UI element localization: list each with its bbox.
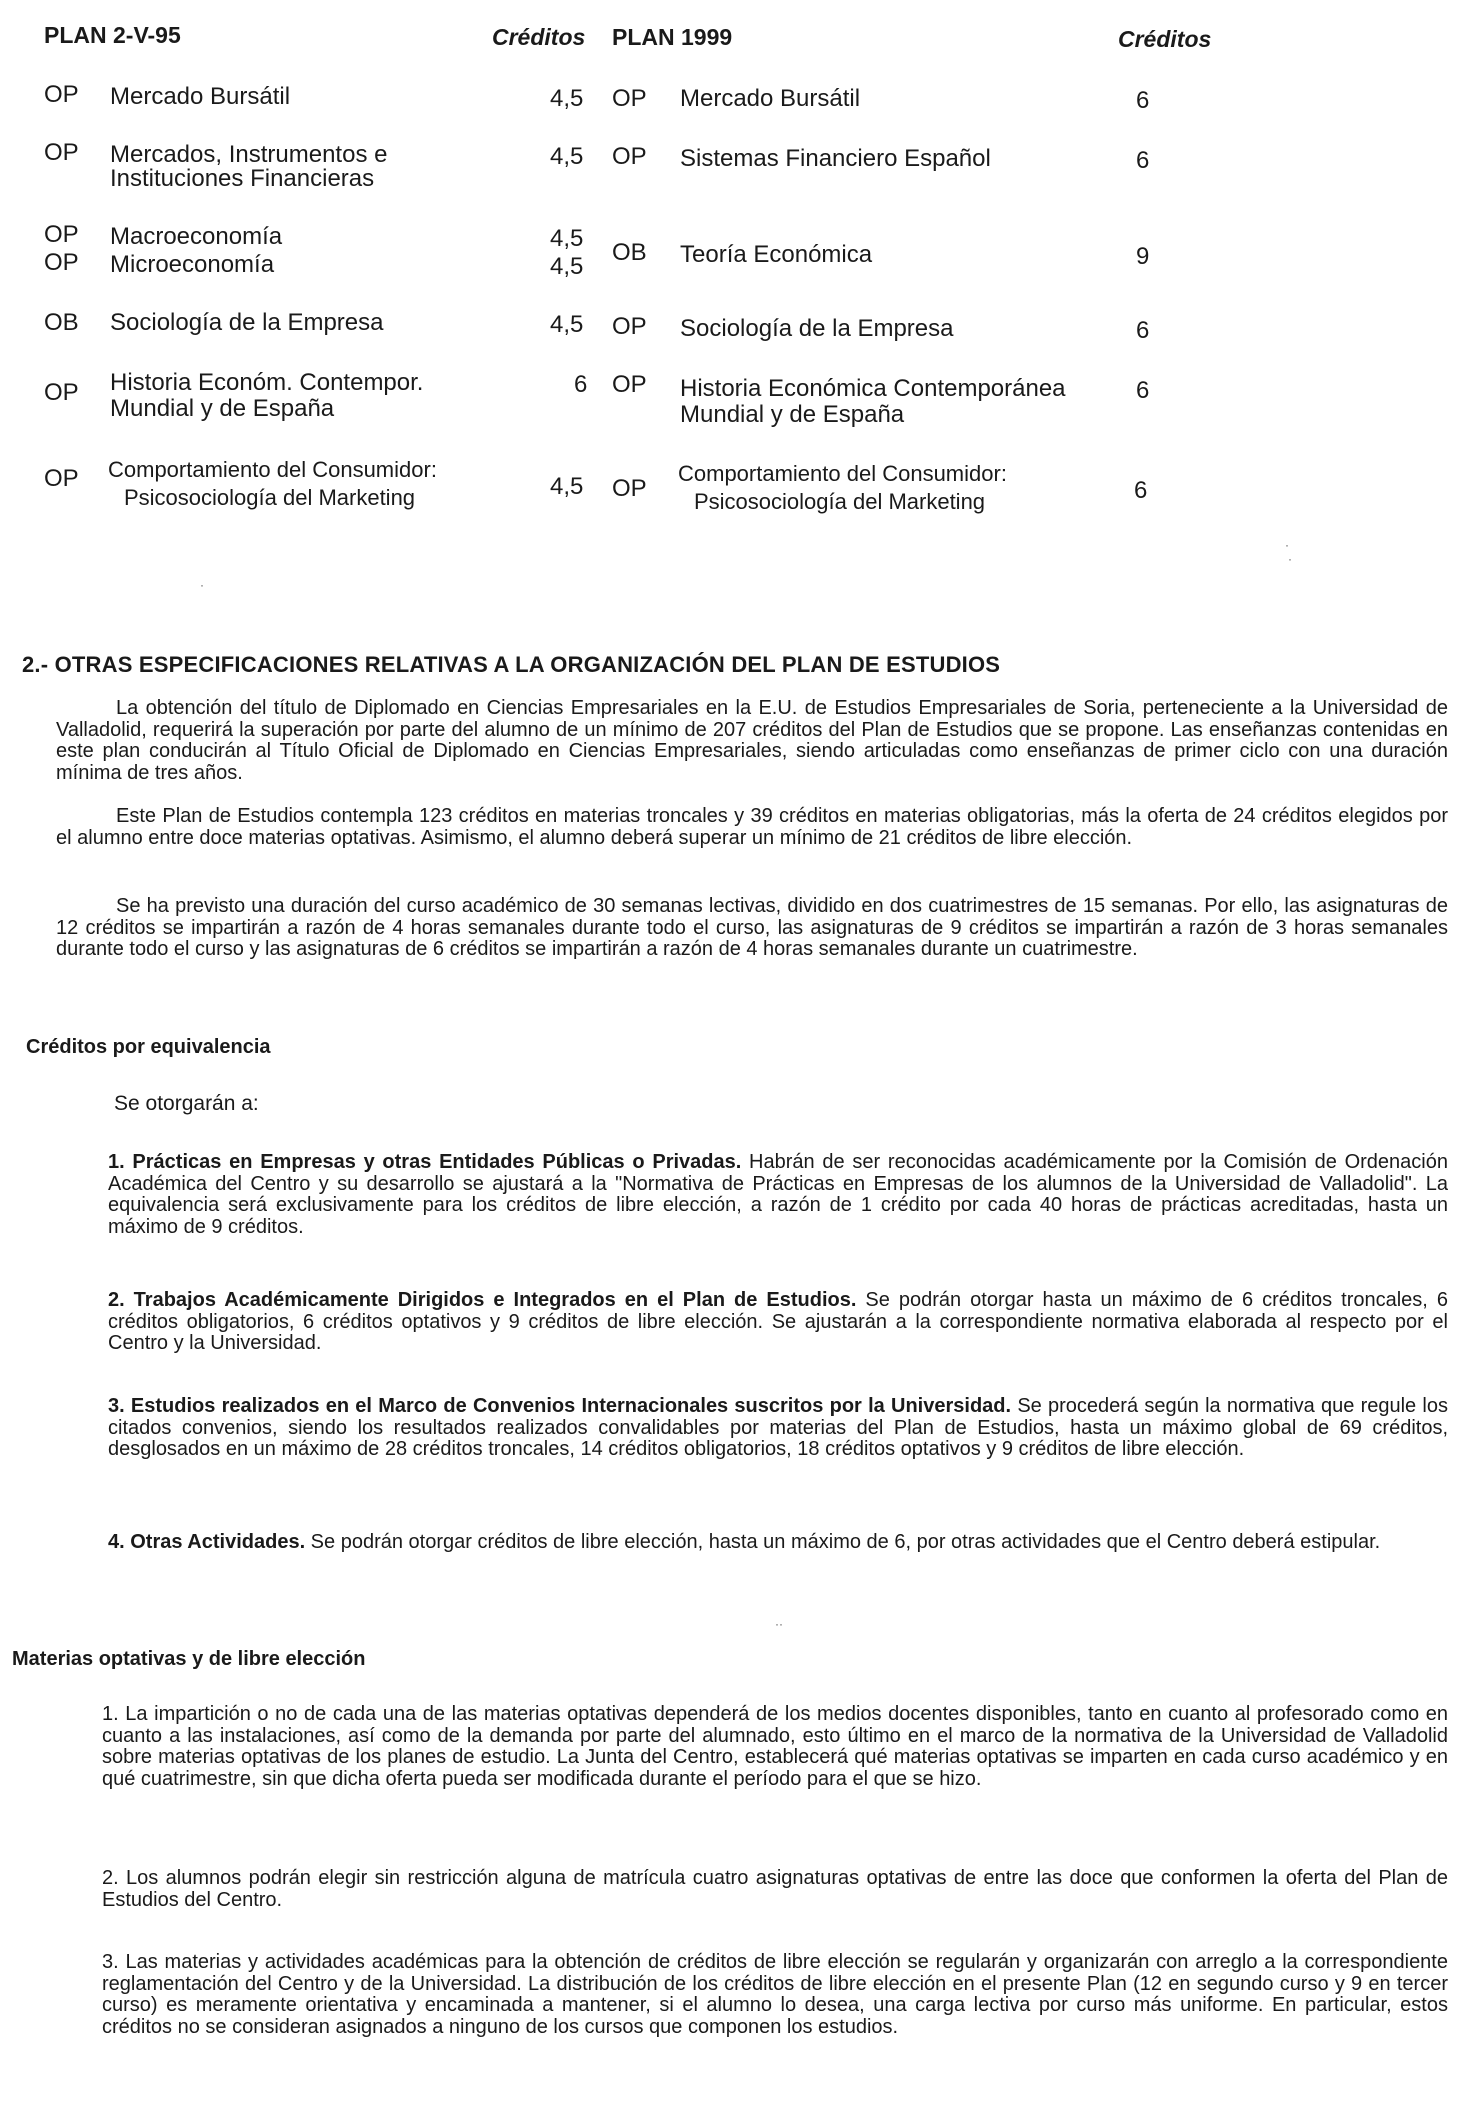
equivalencia-item-2-head: 2. Trabajos Académicamente Dirigidos e Integrados en el Plan de Estudios. xyxy=(108,1289,857,1311)
row5-type-new: OP xyxy=(612,371,647,398)
row2-type-old: OP xyxy=(44,139,79,166)
header-plan-new: PLAN 1999 xyxy=(612,24,733,50)
row6-subject-old-line1: Comportamiento del Consumidor: xyxy=(108,457,437,482)
row4-credits-old: 4,5 xyxy=(550,311,584,338)
row2-subject-old-line1: Mercados, Instrumentos e xyxy=(110,141,388,168)
row2-subject-old-line2: Instituciones Financieras xyxy=(110,165,375,192)
section-2-paragraph-1: La obtención del título de Diplomado en Ciencias Empresariales en la E.U. de Estudios Empresariales de Soria, perteneciente a la Universidad de Valladolid, requerirá la superación por parte del alumno de un mínimo de 207 créditos del Plan de Estudios que se propone. Las enseñanzas contenidas en este plan conducirán al Título Oficial de Diplomado en Ciencias Empresariales, siendo articuladas como enseñanzas de primer ciclo con una duración mínima de tres años. xyxy=(56,697,1448,784)
row3-type-new: OB xyxy=(612,239,647,266)
optativas-item-1: 1. La impartición o no de cada una de las materias optativas dependerá de los medios docentes disponibles, tanto en cuanto al profesorado como en cuanto a las instalaciones, así como de la demanda por parte del alumnado, esto último en el marco de la normativa de la Universidad de Valladolid sobre materias optativas de los planes de estudio. La Junta del Centro, establecerá qué materias optativas se imparten en cada curso académico y en qué cuatrimestre, sin que dicha oferta pueda ser modificada durante el período para el que se hizo. xyxy=(102,1703,1448,1790)
row3-subject-new: Teoría Económica xyxy=(680,241,873,268)
row4-subject-new: Sociología de la Empresa xyxy=(680,315,954,342)
row3-credits-new: 9 xyxy=(1136,243,1150,270)
row1-credits-new: 6 xyxy=(1136,87,1150,114)
optativas-item-3: 3. Las materias y actividades académicas para la obtención de créditos de libre elección se regularán y organizarán con arreglo a la correspondiente reglamentación del Centro y de la Universidad. La distribución de los créditos de libre elección en el presente Plan (12 en segundo curso y 9 en tercer curso) es meramente orientativa y encaminada a mantener, si el alumno lo desea, una carga lectiva por curso más uniforme. En particular, estos créditos no se consideran asignados a ninguno de los cursos que componen los estudios. xyxy=(102,1951,1448,2038)
row3-credits-old-line1: 4,5 xyxy=(550,225,584,252)
row3-type-old-line2: OP xyxy=(44,249,79,276)
equivalencia-item-1-head: 1. Prácticas en Empresas y otras Entidades Públicas o Privadas. xyxy=(108,1151,742,1173)
row6-credits-old: 4,5 xyxy=(550,473,584,500)
row3-type-old-line1: OP xyxy=(44,221,79,248)
equivalencia-item-4 xyxy=(108,1532,1448,1554)
section-2-title: 2.- OTRAS ESPECIFICACIONES RELATIVAS A LA ORGANIZACIÓN DEL PLAN DE ESTUDIOS xyxy=(22,652,1001,677)
equivalencia-title: Créditos por equivalencia xyxy=(26,1036,271,1058)
row3-credits-old-line2: 4,5 xyxy=(550,253,584,280)
row5-type-old: OP xyxy=(44,379,79,406)
row1-type-old: OP xyxy=(44,81,79,108)
section-2-paragraph-3: Se ha previsto una duración del curso académico de 30 semanas lectivas, dividido en dos cuatrimestres de 15 semanas. Por ello, las asignaturas de 12 créditos se impartirán a razón de 4 horas semanales durante todo el curso, las asignaturas de 9 créditos se impartirán a razón de 3 horas semanales durante todo el curso y las asignaturas de 6 créditos se impartirán a razón de 4 horas semanales durante un cuatrimestre. xyxy=(56,895,1448,960)
row1-type-new: OP xyxy=(612,85,647,112)
row3-subject-old-line1: Macroeconomía xyxy=(110,223,283,250)
row1-credits-old: 4,5 xyxy=(550,85,584,112)
equivalencia-item-2 xyxy=(108,1290,1448,1355)
row2-credits-old: 4,5 xyxy=(550,143,584,170)
optativas-title: Materias optativas y de libre elección xyxy=(12,1648,366,1670)
row4-credits-new: 6 xyxy=(1136,317,1150,344)
row5-subject-new-line2: Mundial y de España xyxy=(680,401,905,428)
row4-subject-old: Sociología de la Empresa xyxy=(110,309,384,336)
header-plan-old: PLAN 2-V-95 xyxy=(44,22,181,48)
row1-subject-old: Mercado Bursátil xyxy=(110,83,291,110)
scan-speck: · xyxy=(1285,538,1289,552)
header-credits-old: Créditos xyxy=(492,24,586,50)
scan-speck: ·· xyxy=(775,1617,783,1631)
section-2-paragraph-2: Este Plan de Estudios contempla 123 créditos en materias troncales y 39 créditos en materias obligatorias, más la oferta de 24 créditos elegidos por el alumno entre doce materias optativas. Asimismo, el alumno deberá superar un mínimo de 21 créditos de libre elección. xyxy=(56,805,1448,849)
scan-speck: · xyxy=(200,578,204,592)
equivalencia-intro: Se otorgarán a: xyxy=(114,1092,259,1115)
row2-subject-new: Sistemas Financiero Español xyxy=(680,145,991,172)
row5-subject-old-line2: Mundial y de España xyxy=(110,395,335,422)
equivalencia-item-1-body: Habrán de ser reconocidas académicamente por la Comisión de Ordenación Académica del Centro y su desarrollo se ajustará a la "Normativa de Prácticas en Empresas de los alumnos de la Universidad de Valladolid". La equivalencia será exclusivamente para los créditos de libre elección, a razón de 1 crédito por cada 40 horas de prácticas acreditadas, hasta un máximo de 9 créditos. xyxy=(108,1151,1448,1238)
equivalencia-item-4-head: 4. Otras Actividades. xyxy=(108,1531,306,1553)
row4-type-new: OP xyxy=(612,313,647,340)
row2-type-new: OP xyxy=(612,143,647,170)
row6-subject-old-line2: Psicosociología del Marketing xyxy=(124,485,416,510)
row6-type-new: OP xyxy=(612,475,647,502)
optativas-item-2: 2. Los alumnos podrán elegir sin restricción alguna de matrícula cuatro asignaturas optativas de entre las doce que conformen la oferta del Plan de Estudios del Centro. xyxy=(102,1867,1448,1911)
header-credits-new: Créditos xyxy=(1118,26,1212,52)
row2-credits-new: 6 xyxy=(1136,147,1150,174)
row5-credits-new: 6 xyxy=(1136,377,1150,404)
row6-subject-new-line2: Psicosociología del Marketing xyxy=(694,489,986,514)
equivalencia-item-1 xyxy=(108,1152,1448,1238)
equivalencia-item-3-body: Se procederá según la normativa que regule los citados convenios, siendo los resultados realizados convalidables por materias del Plan de Estudios, hasta un máximo global de 69 créditos, desglosados en un máximo de 28 créditos troncales, 14 créditos obligatorios, 18 créditos optativos y 9 créditos de libre elección. xyxy=(108,1395,1448,1460)
row6-subject-new-line1: Comportamiento del Consumidor: xyxy=(678,461,1007,486)
row4-type-old: OB xyxy=(44,309,79,336)
scan-speck: · xyxy=(1288,552,1292,566)
row5-subject-old-line1: Historia Económ. Contempor. xyxy=(110,369,424,396)
equivalencia-item-4-body: Se podrán otorgar créditos de libre elección, hasta un máximo de 6, por otras actividades que el Centro deberá estipular. xyxy=(305,1531,1381,1553)
row6-type-old: OP xyxy=(44,465,79,492)
equivalencia-item-2-body: Se podrán otorgar hasta un máximo de 6 créditos troncales, 6 créditos obligatorios, 6 créditos optativos y 9 créditos de libre elección. Se ajustarán a la correspondiente normativa elaborada al respecto por el Centro y la Universidad. xyxy=(108,1289,1448,1354)
row3-subject-old-line2: Microeconomía xyxy=(110,251,275,278)
equivalencia-item-3-head: 3. Estudios realizados en el Marco de Convenios Internacionales suscritos por la Universidad. xyxy=(108,1395,1012,1417)
equivalencia-item-3 xyxy=(108,1396,1448,1461)
row5-credits-old: 6 xyxy=(574,371,588,398)
row1-subject-new: Mercado Bursátil xyxy=(680,85,861,112)
row5-subject-new-line1: Historia Económica Contemporánea xyxy=(680,375,1066,402)
row6-credits-new: 6 xyxy=(1134,477,1148,504)
